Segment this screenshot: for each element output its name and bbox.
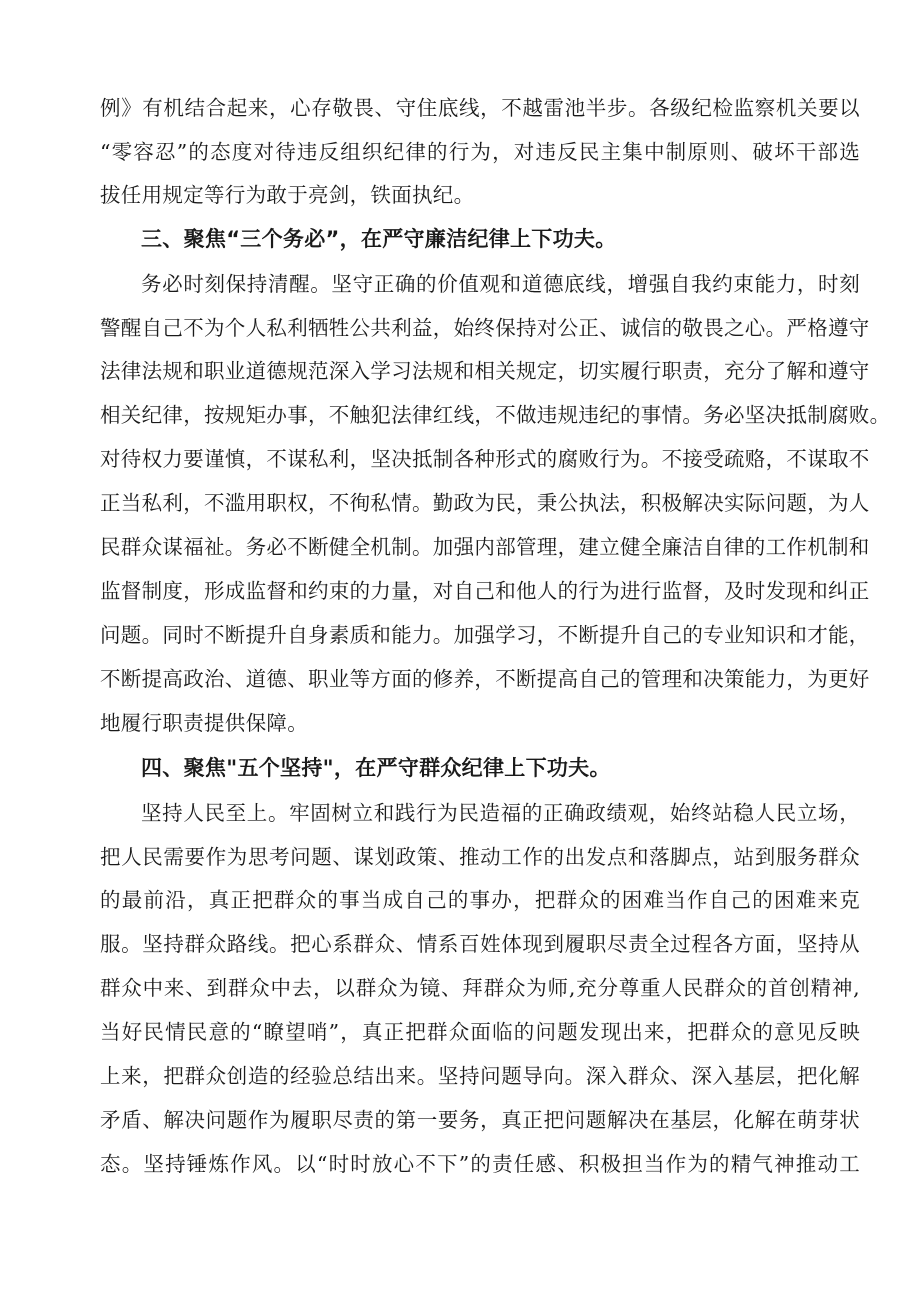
section-heading: 四、聚焦"五个坚持"，在严守群众纪律上下功夫。 [141, 756, 611, 780]
paragraph-line: 不断提高政治、道德、职业等方面的修养，不断提高自己的管理和决策能力，为更好 [100, 667, 870, 691]
paragraph-line: 地履行职责提供保障。 [100, 711, 308, 735]
paragraph-line: 民群众谋福祉。务必不断健全机制。加强内部管理，建立健全廉洁自律的工作机制和 [100, 535, 870, 559]
paragraph-line: “零容忍”的态度对待违反组织纪律的行为，对违反民主集中制原则、破坏干部选 [100, 140, 860, 164]
paragraph-line: 服。坚持群众路线。把心系群众、情系百姓体现到履职尽责全过程各方面，坚持从 [100, 932, 860, 956]
paragraph-line: 例》有机结合起来，心存敬畏、守住底线，不越雷池半步。各级纪检监察机关要以 [100, 96, 860, 120]
paragraph-line: 对待权力要谨慎，不谋私利，坚决抵制各种形式的腐败行为。不接受疏赂，不谋取不 [100, 447, 870, 471]
paragraph-line: 当好民情民意的“瞭望哨”，真正把群众面临的问题发现出来，把群众的意见反映 [100, 1020, 860, 1044]
paragraph-line: 的最前沿，真正把群众的事当成自己的事办，把群众的困难当作自己的困难来克 [100, 888, 860, 912]
paragraph-line: 上来，把群众创造的经验总结出来。坚持问题导向。深入群众、深入基层，把化解 [100, 1064, 860, 1088]
paragraph-line: 群众中来、到群众中去，以群众为镜、拜群众为师,充分尊重人民群众的首创精神, [100, 976, 860, 1000]
paragraph-line: 相关纪律，按规矩办事，不触犯法律红线，不做违规违纪的事情。务必坚决抵制腐败。 [100, 403, 891, 427]
paragraph-line: 矛盾、解决问题作为履职尽责的第一要务，真正把问题解决在基层，化解在萌芽状 [100, 1108, 860, 1132]
paragraph-line: 把人民需要作为思考问题、谋划政策、推动工作的出发点和落脚点，站到服务群众 [100, 845, 860, 869]
section-heading: 三、聚焦“三个务必”，在严守廉洁纪律上下功夫。 [141, 227, 617, 251]
paragraph-line: 坚持人民至上。牢固树立和践行为民造福的正确政绩观，始终站稳人民立场， [141, 801, 860, 825]
paragraph-line: 拔任用规定等行为敢于亮剑，铁面执纪。 [100, 183, 475, 207]
paragraph-line: 务必时刻保持清醒。坚守正确的价值观和道德底线，增强自我约束能力，时刻 [141, 272, 860, 296]
paragraph-line: 正当私利，不滥用职权，不徇私情。勤政为民，秉公执法，积极解决实际问题，为人 [100, 491, 870, 515]
paragraph-line: 警醒自己不为个人私利牺牲公共利益，始终保持对公正、诚信的敬畏之心。严格遵守 [100, 316, 870, 340]
paragraph-line: 监督制度，形成监督和约束的力量，对自己和他人的行为进行监督，及时发现和纠正 [100, 579, 870, 603]
paragraph-line: 态。坚持锤炼作风。以“时时放心不下”的责任感、积极担当作为的精气神推动工 [100, 1152, 860, 1176]
paragraph-line: 问题。同时不断提升自身素质和能力。加强学习，不断提升自己的专业知识和才能， [100, 623, 870, 647]
paragraph-line: 法律法规和职业道德规范深入学习法规和相关规定，切实履行职责，充分了解和遵守 [100, 359, 870, 383]
